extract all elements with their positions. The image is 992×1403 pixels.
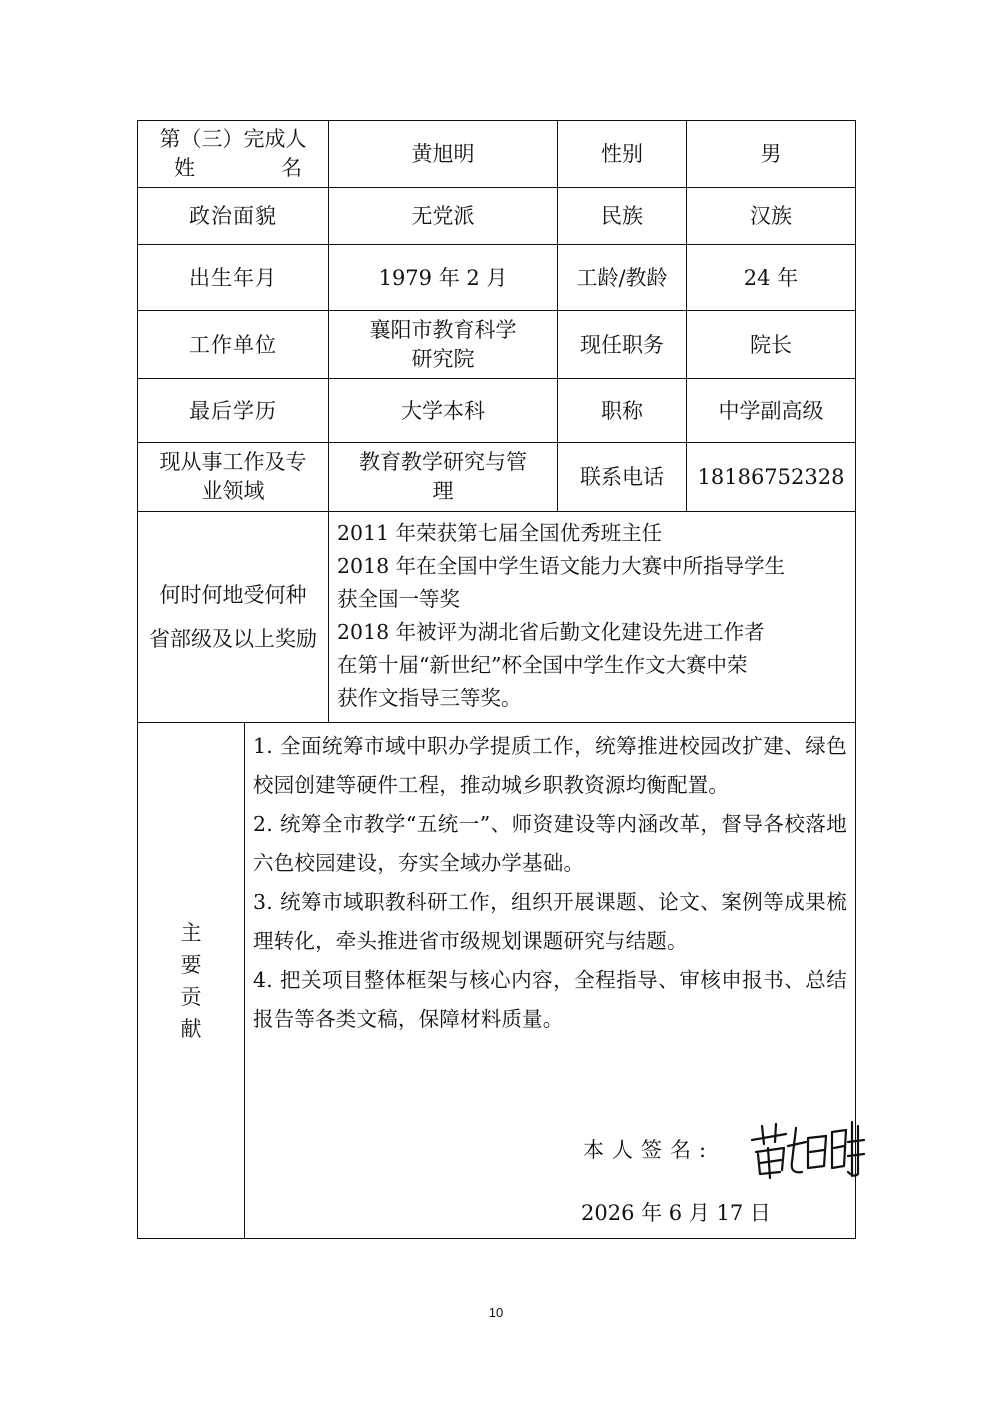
title-label: 职称 <box>558 379 687 443</box>
employer-value <box>329 311 558 379</box>
row-employer <box>138 311 856 379</box>
politics-label: 政治面貌 <box>138 188 329 245</box>
field-label-line2: 业领域 <box>201 479 265 503</box>
employer-value-line2: 研究院 <box>411 346 475 371</box>
name-label <box>138 121 329 188</box>
signature-text: 黄旭明 <box>748 1118 751 1119</box>
field-label <box>138 443 329 512</box>
education-value: 大学本科 <box>329 379 558 443</box>
contribution-item: 3. 统筹市域职教科研工作，组织开展课题、论文、案例等成果梳理转化，牵头推进省市级规划课题研究与结题。 <box>253 890 847 953</box>
contribution-content <box>245 723 856 1239</box>
awards-label-line2: 省部级及以上奖励 <box>149 627 317 651</box>
phone-value: 18186752328 <box>687 443 856 512</box>
signature-date: 2026 年 6 月 17 日 <box>581 1201 771 1225</box>
gender-value: 男 <box>687 121 856 188</box>
name-value: 黄旭明 <box>329 121 558 188</box>
contribution-item: 2. 统筹全市教学“五统一”、师资建设等内涵改革，督导各校落地六色校园建设，夯实全域办学基础。 <box>253 812 847 875</box>
name-label-line1: 第（三）完成人 <box>159 127 307 151</box>
contribution-label-char: 要 <box>180 952 202 977</box>
birth-value: 1979 年 2 月 <box>329 245 558 311</box>
page-number: 10 <box>488 1305 504 1320</box>
field-value-line1: 教育教学研究与管 <box>359 450 527 474</box>
award-line: 在第十届“新世纪”杯全国中学生作文大赛中荣 <box>337 653 748 677</box>
row-contribution <box>138 723 856 1239</box>
row-birth <box>138 245 856 311</box>
award-line: 2018 年在全国中学生语文能力大赛中所指导学生 <box>337 554 786 578</box>
gender-label: 性别 <box>558 121 687 188</box>
form-table <box>137 120 856 1239</box>
field-label-line1: 现从事工作及专 <box>159 450 307 474</box>
name-label-line2 <box>138 154 328 183</box>
tenure-value: 24 年 <box>687 245 856 311</box>
tenure-label: 工龄/教龄 <box>558 245 687 311</box>
field-value <box>329 443 558 512</box>
awards-label-line1: 何时何地受何种 <box>159 583 307 607</box>
row-field <box>138 443 856 512</box>
contribution-label-char: 贡 <box>180 984 202 1009</box>
name-label-char2: 名 <box>281 156 302 180</box>
title-value: 中学副高级 <box>687 379 856 443</box>
position-label: 现任职务 <box>558 311 687 379</box>
row-politics <box>138 188 856 245</box>
signature-label: 本人签名: <box>583 1138 715 1162</box>
position-value: 院长 <box>687 311 856 379</box>
row-name <box>138 121 856 188</box>
phone-label: 联系电话 <box>558 443 687 512</box>
contribution-item: 1. 全面统筹市域中职办学提质工作，统筹推进校园改扩建、绿色校园创建等硬件工程，推动城乡职教资源均衡配置。 <box>253 734 847 797</box>
contribution-label <box>138 723 245 1239</box>
award-line: 获全国一等奖 <box>337 587 460 611</box>
field-value-line2: 理 <box>432 479 454 503</box>
employer-label: 工作单位 <box>138 311 329 379</box>
awards-label <box>138 512 329 723</box>
education-label: 最后学历 <box>138 379 329 443</box>
award-line: 2018 年被评为湖北省后勤文化建设先进工作者 <box>337 620 765 644</box>
employer-value-line1: 襄阳市教育科学 <box>369 317 517 342</box>
contribution-label-char: 献 <box>180 1016 202 1041</box>
handwritten-signature <box>748 1118 866 1180</box>
award-line: 2011 年荣获第七届全国优秀班主任 <box>337 521 663 545</box>
politics-value: 无党派 <box>329 188 558 245</box>
ethnicity-value: 汉族 <box>687 188 856 245</box>
row-awards <box>138 512 856 723</box>
name-label-char1: 姓 <box>174 156 195 180</box>
ethnicity-label: 民族 <box>558 188 687 245</box>
awards-list <box>329 512 856 723</box>
contribution-item: 4. 把关项目整体框架与核心内容，全程指导、审核申报书、总结报告等各类文稿，保障材料质量。 <box>253 968 847 1031</box>
row-education <box>138 379 856 443</box>
award-line: 获作文指导三等奖。 <box>337 686 522 710</box>
birth-label: 出生年月 <box>138 245 329 311</box>
contribution-label-char: 主 <box>180 920 202 945</box>
